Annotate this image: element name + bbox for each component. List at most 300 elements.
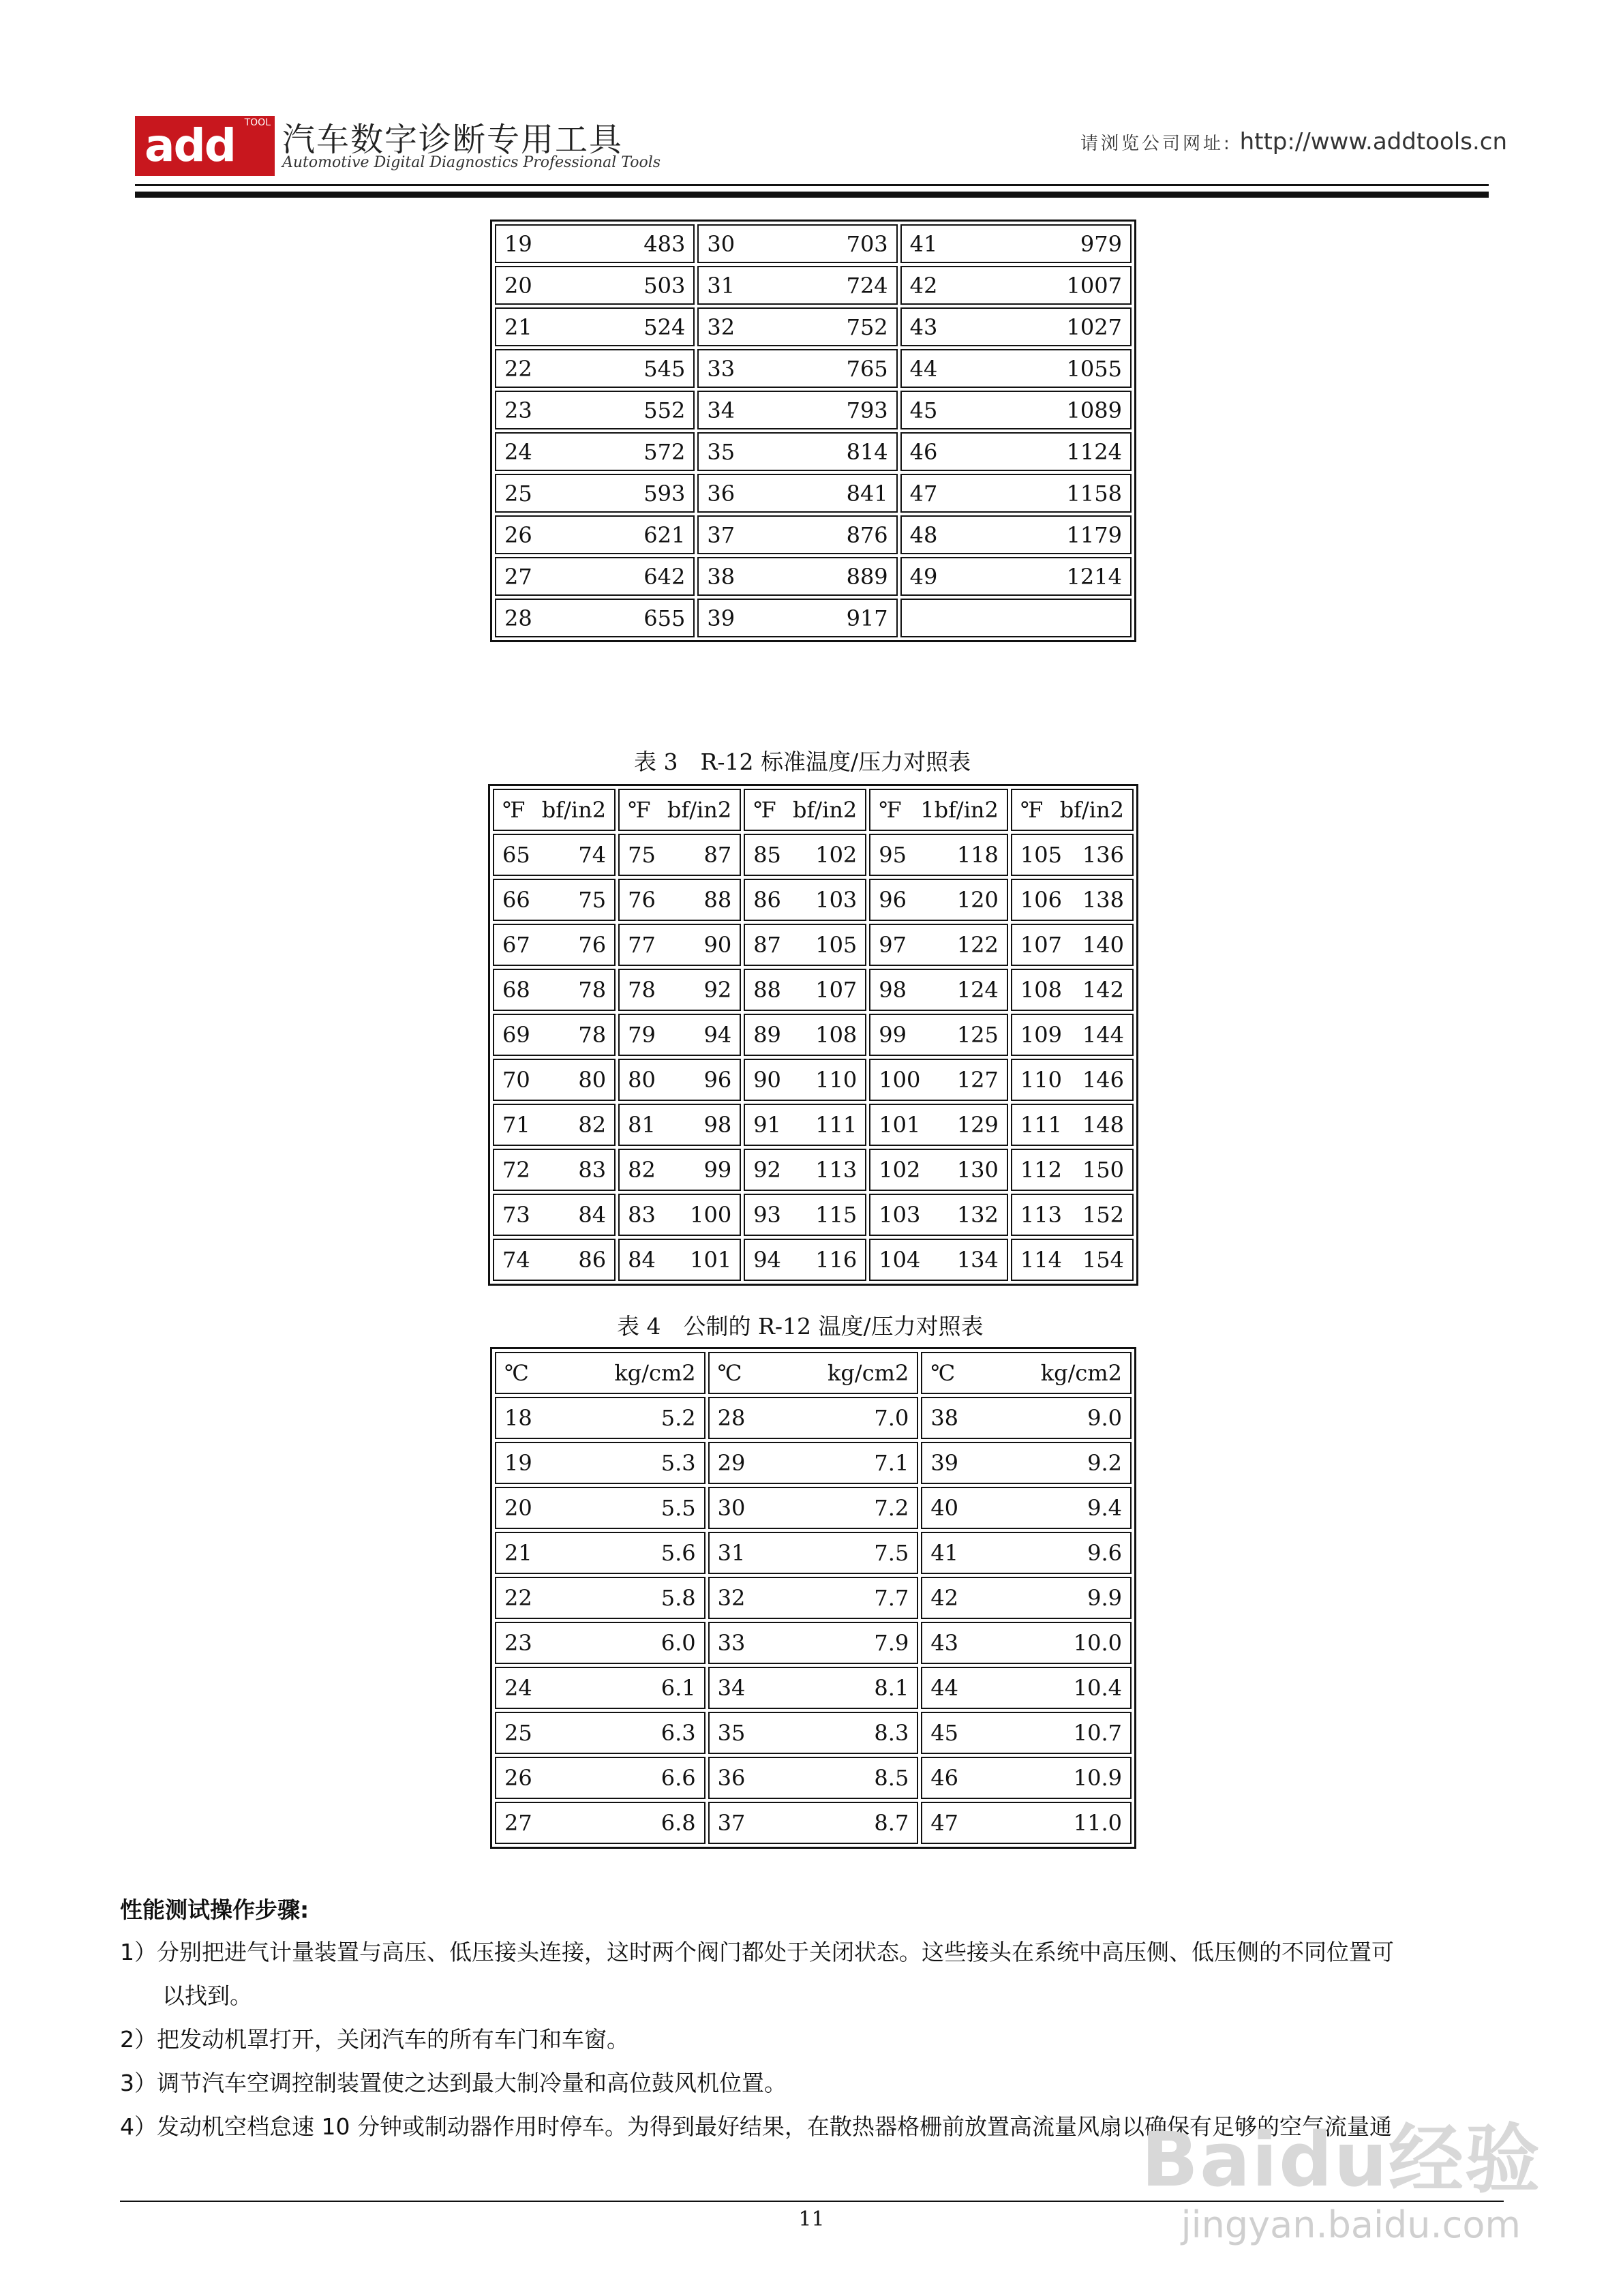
table-cell <box>869 1149 1008 1191</box>
cell-value: 130 <box>956 1157 999 1183</box>
cell-value: 98 <box>703 1112 732 1138</box>
table-cell <box>744 1239 866 1281</box>
cell-value: 75 <box>578 887 607 913</box>
cell-key: 22 <box>504 355 532 382</box>
table-cell <box>900 557 1132 596</box>
cell-key: 32 <box>717 1585 746 1611</box>
table-row <box>495 224 1132 263</box>
cell-value: 9.6 <box>1087 1540 1122 1566</box>
cell-key: 44 <box>909 355 938 382</box>
cell-key: 83 <box>628 1202 656 1228</box>
cell-key: 70 <box>502 1067 530 1093</box>
table-cell <box>618 1014 741 1056</box>
table-cell <box>744 1104 866 1146</box>
table-cell <box>493 879 616 921</box>
cell-key: 34 <box>717 1675 746 1701</box>
cell-key: 41 <box>930 1540 959 1566</box>
table-cell <box>900 349 1132 388</box>
table-cell <box>618 1104 741 1146</box>
cell-value: 118 <box>956 842 999 868</box>
cell-key: 114 <box>1020 1247 1062 1273</box>
brand-title-en: Automotive Digital Diagnostics Professional Tools <box>282 154 661 171</box>
logo-tool-label: TOOL <box>244 117 271 128</box>
cell-key: 39 <box>930 1450 959 1476</box>
table-cell <box>1011 1194 1134 1236</box>
cell-value: 84 <box>578 1202 607 1228</box>
table-row <box>493 1059 1134 1101</box>
table-cell <box>744 1014 866 1056</box>
table-cell <box>493 1014 616 1056</box>
cell-value: 793 <box>846 397 888 423</box>
table-cell <box>708 1802 919 1844</box>
table-cell <box>1011 1059 1134 1101</box>
cell-key: 97 <box>879 932 907 958</box>
cell-value: 9.9 <box>1087 1585 1122 1611</box>
table-cell <box>697 307 897 346</box>
cell-key: 87 <box>753 932 781 958</box>
header-cell <box>618 789 741 831</box>
cell-key: 95 <box>879 842 907 868</box>
header-cell <box>495 1352 706 1394</box>
pressure-table-continued <box>490 220 1136 642</box>
table-cell <box>708 1442 919 1484</box>
table-cell <box>618 969 741 1011</box>
cell-key: 35 <box>717 1720 746 1746</box>
table-cell <box>618 879 741 921</box>
table-cell <box>495 599 695 637</box>
cell-value: 5.8 <box>661 1585 696 1611</box>
cell-value: 74 <box>578 842 607 868</box>
cell-value: 5.5 <box>661 1495 696 1521</box>
table-cell <box>900 266 1132 305</box>
cell-key: 91 <box>753 1112 781 1138</box>
cell-value: 841 <box>846 480 888 507</box>
table-cell <box>1011 879 1134 921</box>
table-cell <box>869 879 1008 921</box>
cell-key: 39 <box>707 605 735 631</box>
table-cell <box>493 1194 616 1236</box>
table-row <box>493 1014 1134 1056</box>
table-cell <box>708 1667 919 1709</box>
cell-value: 5.2 <box>661 1405 696 1431</box>
table-row <box>495 1577 1132 1619</box>
table-cell <box>744 834 866 876</box>
cell-value: 9.2 <box>1087 1450 1122 1476</box>
cell-key: ℉ <box>628 797 651 823</box>
cell-key: 93 <box>753 1202 781 1228</box>
cell-value: 94 <box>703 1022 732 1048</box>
table-cell <box>1011 969 1134 1011</box>
cell-value: 148 <box>1082 1112 1124 1138</box>
cell-value: 1179 <box>1066 522 1122 548</box>
section-heading: 性能测试操作步骤: <box>120 1897 309 1923</box>
cell-key: 104 <box>879 1247 921 1273</box>
table-cell <box>1011 834 1134 876</box>
table-row <box>495 349 1132 388</box>
cell-key: 68 <box>502 977 530 1003</box>
cell-key: 33 <box>717 1630 746 1656</box>
table-row <box>493 1239 1134 1281</box>
cell-value: 138 <box>1082 887 1124 913</box>
table-cell <box>495 1667 706 1709</box>
cell-key: ℃ <box>717 1360 742 1386</box>
cell-value: 142 <box>1082 977 1124 1003</box>
cell-key: ℃ <box>504 1360 529 1386</box>
cell-value: 752 <box>846 314 888 340</box>
cell-key: 106 <box>1020 887 1062 913</box>
cell-value: 8.7 <box>874 1810 909 1836</box>
table-cell <box>744 969 866 1011</box>
table-cell <box>493 1149 616 1191</box>
table-cell <box>1011 1239 1134 1281</box>
table-cell <box>708 1577 919 1619</box>
cell-value: bf/in2 <box>667 797 732 823</box>
cell-value: 7.7 <box>874 1585 909 1611</box>
table-cell <box>697 391 897 429</box>
cell-value: 6.0 <box>661 1630 696 1656</box>
cell-key: 21 <box>504 314 532 340</box>
table-cell <box>1011 1149 1134 1191</box>
table-cell <box>493 969 616 1011</box>
cell-value: 103 <box>815 887 858 913</box>
cell-value: 1007 <box>1066 272 1122 299</box>
cell-value: 136 <box>1082 842 1124 868</box>
table3-r12-standard <box>488 784 1138 1286</box>
cell-value: 87 <box>703 842 732 868</box>
table-cell <box>1011 1104 1134 1146</box>
cell-value: 814 <box>846 438 888 465</box>
table-cell <box>618 1194 741 1236</box>
table-cell <box>708 1397 919 1439</box>
cell-key: ℉ <box>1020 797 1044 823</box>
watermark-url: jingyan.baidu.com <box>1181 2203 1521 2246</box>
table-cell <box>618 1149 741 1191</box>
cell-key: ℃ <box>930 1360 956 1386</box>
cell-key: 33 <box>707 355 735 382</box>
cell-key: 99 <box>879 1022 907 1048</box>
table-cell <box>697 349 897 388</box>
table-cell <box>921 1397 1132 1439</box>
cell-value: 765 <box>846 355 888 382</box>
table-cell <box>495 432 695 471</box>
cell-value: 572 <box>643 438 686 465</box>
cell-key: 47 <box>930 1810 959 1836</box>
table-cell <box>495 307 695 346</box>
cell-key: 65 <box>502 842 530 868</box>
header-cell <box>493 789 616 831</box>
cell-key: 19 <box>504 230 532 257</box>
table-cell <box>921 1802 1132 1844</box>
cell-value: 1124 <box>1066 438 1122 465</box>
table-row <box>495 1712 1132 1754</box>
cell-value: 703 <box>846 230 888 257</box>
cell-value: 552 <box>643 397 686 423</box>
watermark-brand: Baidu经验 <box>1141 2116 1541 2203</box>
cell-key: 23 <box>504 397 532 423</box>
cell-value: kg/cm2 <box>828 1360 909 1386</box>
cell-value: 7.2 <box>874 1495 909 1521</box>
step-2: 2）把发动机罩打开，关闭汽车的所有车门和车窗。 <box>120 2026 629 2053</box>
cell-value: 100 <box>690 1202 732 1228</box>
step-4: 4）发动机空档怠速 10 分钟或制动器作用时停车。为得到最好结果，在散热器格栅前放置高流量风扇以确保有足够的空气流量通 <box>120 2113 1392 2140</box>
cell-key: ℉ <box>879 797 902 823</box>
cell-key: 90 <box>753 1067 781 1093</box>
cell-value: 7.1 <box>874 1450 909 1476</box>
table-cell <box>495 1397 706 1439</box>
cell-key: 48 <box>909 522 938 548</box>
site-info <box>1080 128 1507 155</box>
cell-value: 127 <box>956 1067 999 1093</box>
table-cell <box>921 1667 1132 1709</box>
cell-value: 116 <box>815 1247 858 1273</box>
table-row <box>495 1667 1132 1709</box>
table4-r12-metric <box>490 1347 1136 1849</box>
cell-key: 88 <box>753 977 781 1003</box>
table-cell <box>495 1532 706 1574</box>
brand-title-cn: 汽车数字诊断专用工具 <box>282 121 624 159</box>
table-header-row <box>495 1352 1132 1394</box>
table-cell <box>869 834 1008 876</box>
cell-value: 655 <box>643 605 686 631</box>
cell-key: 82 <box>628 1157 656 1183</box>
table-row <box>495 1532 1132 1574</box>
site-url[interactable]: http://www.addtools.cn <box>1239 128 1507 155</box>
cell-key: 27 <box>504 1810 532 1836</box>
cell-key: 78 <box>628 977 656 1003</box>
header-cell <box>921 1352 1132 1394</box>
cell-value: 6.8 <box>661 1810 696 1836</box>
table-cell <box>708 1757 919 1799</box>
step-1 <box>120 1931 1511 2018</box>
cell-value: 9.4 <box>1087 1495 1122 1521</box>
step-1-text: 1）分别把进气计量装置与高压、低压接头连接，这时两个阀门都处于关闭状态。这些接头在系统中高压侧、低压侧的不同位置可 <box>120 1939 1394 1965</box>
cell-value: 92 <box>703 977 732 1003</box>
table-cell <box>495 515 695 554</box>
cell-key: 85 <box>753 842 781 868</box>
cell-key: 86 <box>753 887 781 913</box>
header-cell <box>869 789 1008 831</box>
table-cell <box>495 1757 706 1799</box>
cell-key: 19 <box>504 1450 532 1476</box>
table-row <box>493 1149 1134 1191</box>
cell-value: 8.3 <box>874 1720 909 1746</box>
cell-key: 38 <box>930 1405 959 1431</box>
table-cell <box>708 1487 919 1529</box>
cell-value: 10.9 <box>1073 1765 1122 1791</box>
header-rule-thin <box>135 184 1489 186</box>
cell-key: 30 <box>707 230 735 257</box>
table-cell <box>1011 924 1134 966</box>
table-cell <box>697 224 897 263</box>
cell-value: 642 <box>643 563 686 590</box>
cell-value: 5.3 <box>661 1450 696 1476</box>
cell-key: 102 <box>879 1157 921 1183</box>
table3-caption: 表 3 R-12 标准温度/压力对照表 <box>634 749 971 775</box>
cell-value: 483 <box>643 230 686 257</box>
cell-key: 40 <box>930 1495 959 1521</box>
table-cell <box>493 1239 616 1281</box>
table-cell <box>869 1014 1008 1056</box>
table-cell <box>921 1532 1132 1574</box>
table-cell <box>744 1194 866 1236</box>
cell-value: 86 <box>578 1247 607 1273</box>
table-cell <box>495 1712 706 1754</box>
table-row <box>493 879 1134 921</box>
cell-value: 134 <box>956 1247 999 1273</box>
cell-key: 32 <box>707 314 735 340</box>
cell-key: 109 <box>1020 1022 1062 1048</box>
table-row <box>495 515 1132 554</box>
cell-key: 46 <box>930 1765 959 1791</box>
table-cell <box>1011 1014 1134 1056</box>
header-cell <box>744 789 866 831</box>
cell-value: 917 <box>846 605 888 631</box>
cell-value: 6.6 <box>661 1765 696 1791</box>
table-cell <box>493 1059 616 1101</box>
cell-key: 41 <box>909 230 938 257</box>
table-cell <box>495 349 695 388</box>
cell-key: 18 <box>504 1405 532 1431</box>
table-cell <box>697 266 897 305</box>
cell-key: 28 <box>504 605 532 631</box>
cell-value: 979 <box>1080 230 1122 257</box>
cell-value: 132 <box>956 1202 999 1228</box>
cell-value: 88 <box>703 887 732 913</box>
cell-key: 30 <box>717 1495 746 1521</box>
cell-value: 154 <box>1082 1247 1124 1273</box>
table-cell <box>744 879 866 921</box>
table-cell <box>921 1442 1132 1484</box>
cell-value: 82 <box>578 1112 607 1138</box>
cell-key: 111 <box>1020 1112 1062 1138</box>
cell-value: 11.0 <box>1073 1810 1122 1836</box>
table-cell <box>900 391 1132 429</box>
table-cell <box>495 474 695 513</box>
table-cell <box>493 834 616 876</box>
cell-value: 105 <box>815 932 858 958</box>
table-cell <box>495 1622 706 1664</box>
table-cell <box>495 1802 706 1844</box>
cell-key: 24 <box>504 438 532 465</box>
table-row <box>495 266 1132 305</box>
table-row <box>495 307 1132 346</box>
cell-key: 107 <box>1020 932 1062 958</box>
cell-key: 103 <box>879 1202 921 1228</box>
table-cell <box>744 924 866 966</box>
cell-value: 6.1 <box>661 1675 696 1701</box>
cell-key: 23 <box>504 1630 532 1656</box>
cell-key: 31 <box>707 272 735 299</box>
table-cell <box>869 1059 1008 1101</box>
cell-value: 1027 <box>1066 314 1122 340</box>
cell-key: 71 <box>502 1112 530 1138</box>
cell-value: 593 <box>643 480 686 507</box>
cell-value: 10.0 <box>1073 1630 1122 1656</box>
table-cell <box>900 515 1132 554</box>
table4-caption: 表 4 公制的 R-12 温度/压力对照表 <box>617 1313 984 1340</box>
table-cell <box>708 1712 919 1754</box>
cell-value: 7.9 <box>874 1630 909 1656</box>
table-cell <box>921 1712 1132 1754</box>
cell-value: 724 <box>846 272 888 299</box>
table-cell <box>921 1622 1132 1664</box>
cell-key: 42 <box>930 1585 959 1611</box>
cell-key: 75 <box>628 842 656 868</box>
cell-key: 74 <box>502 1247 530 1273</box>
cell-key: 101 <box>879 1112 921 1138</box>
table-cell <box>495 1487 706 1529</box>
step-1-continuation: 以找到。 <box>162 1982 252 2009</box>
cell-key: 36 <box>707 480 735 507</box>
cell-key: 20 <box>504 1495 532 1521</box>
cell-value: 80 <box>578 1067 607 1093</box>
cell-value: kg/cm2 <box>614 1360 696 1386</box>
cell-value: 1158 <box>1066 480 1122 507</box>
table-cell <box>921 1757 1132 1799</box>
cell-key: 29 <box>717 1450 746 1476</box>
cell-key: 80 <box>628 1067 656 1093</box>
cell-key: 43 <box>930 1630 959 1656</box>
table-cell <box>744 1059 866 1101</box>
cell-key: 31 <box>717 1540 746 1566</box>
site-label: 请浏览公司网址: <box>1080 134 1232 154</box>
table-row <box>495 474 1132 513</box>
table-cell <box>921 1577 1132 1619</box>
cell-value: 7.0 <box>874 1405 909 1431</box>
cell-key: 92 <box>753 1157 781 1183</box>
cell-value: 152 <box>1082 1202 1124 1228</box>
cell-key: 36 <box>717 1765 746 1791</box>
cell-value: 7.5 <box>874 1540 909 1566</box>
cell-value: 111 <box>815 1112 858 1138</box>
cell-value: 120 <box>956 887 999 913</box>
cell-key: 47 <box>909 480 938 507</box>
cell-value: 8.1 <box>874 1675 909 1701</box>
table-cell <box>869 969 1008 1011</box>
cell-value: 101 <box>690 1247 732 1273</box>
cell-key: 66 <box>502 887 530 913</box>
table-cell <box>618 834 741 876</box>
table-cell <box>697 557 897 596</box>
cell-key: 25 <box>504 480 532 507</box>
cell-key: 73 <box>502 1202 530 1228</box>
cell-key: 43 <box>909 314 938 340</box>
cell-value: 115 <box>815 1202 858 1228</box>
cell-key: 26 <box>504 1765 532 1791</box>
table-cell <box>900 224 1132 263</box>
cell-key: ℉ <box>753 797 776 823</box>
cell-key: 105 <box>1020 842 1062 868</box>
table-row <box>495 557 1132 596</box>
cell-value: 1055 <box>1066 355 1122 382</box>
cell-value: 102 <box>815 842 858 868</box>
table-row <box>493 1194 1134 1236</box>
header-cell <box>708 1352 919 1394</box>
cell-key: 21 <box>504 1540 532 1566</box>
table-cell <box>618 1239 741 1281</box>
cell-key: 44 <box>930 1675 959 1701</box>
cell-value: 140 <box>1082 932 1124 958</box>
table-cell <box>618 1059 741 1101</box>
table-cell <box>495 266 695 305</box>
cell-value: 503 <box>643 272 686 299</box>
cell-value: 10.4 <box>1073 1675 1122 1701</box>
cell-value: 107 <box>815 977 858 1003</box>
cell-value: 113 <box>815 1157 858 1183</box>
table-row <box>495 1442 1132 1484</box>
cell-key: 25 <box>504 1720 532 1746</box>
cell-value: 545 <box>643 355 686 382</box>
